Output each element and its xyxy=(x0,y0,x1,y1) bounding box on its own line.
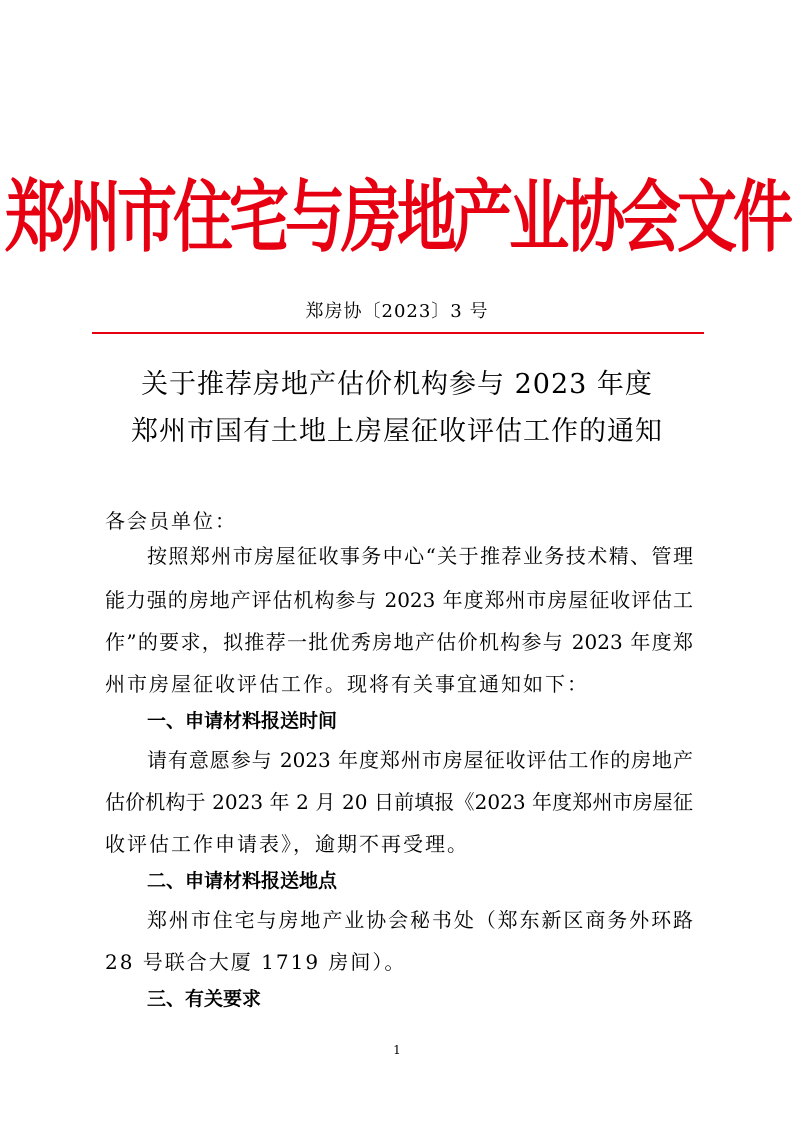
notice-title-line-2: 郑州市国有土地上房屋征收评估工作的通知 xyxy=(131,416,663,447)
section-heading-2: 二、申请材料报送地点 xyxy=(147,870,338,892)
paragraph-line: 作”的要求，拟推荐一批优秀房地产估价机构参与 2023 年度郑 xyxy=(105,630,693,654)
section-heading-3: 三、有关要求 xyxy=(147,988,262,1010)
document-number: 郑房协〔2023〕3 号 xyxy=(305,301,489,322)
section-1-line: 请有意愿参与 2023 年度郑州市房屋征收评估工作的房地产 xyxy=(147,748,693,772)
paragraph-line: 按照郑州市房屋征收事务中心“关于推荐业务技术精、管理 xyxy=(147,544,693,568)
red-divider-line xyxy=(92,332,704,334)
section-heading-1: 一、申请材料报送时间 xyxy=(147,710,338,732)
paragraph-line: 能力强的房地产评估机构参与 2023 年度郑州市房屋征收评估工 xyxy=(105,588,693,612)
notice-title-line-1: 关于推荐房地产估价机构参与 2023 年度 xyxy=(141,369,653,400)
section-2-line: 28 号联合大厦 1719 房间）。 xyxy=(105,950,407,974)
section-1-line: 收评估工作申请表》，逾期不再受理。 xyxy=(105,832,469,856)
section-1-line: 估价机构于 2023 年 2 月 20 日前填报《2023 年度郑州市房屋征 xyxy=(105,790,693,814)
paragraph-line: 州市房屋征收评估工作。现将有关事宜通知如下： xyxy=(105,672,589,696)
section-2-line: 郑州市住宅与房地产业协会秘书处（郑东新区商务外环路 xyxy=(147,908,693,932)
masthead-title: 郑州市住宅与房地产业协会文件 xyxy=(5,172,789,264)
salutation: 各会员单位： xyxy=(105,509,237,533)
page-number: 1 xyxy=(393,1043,401,1057)
